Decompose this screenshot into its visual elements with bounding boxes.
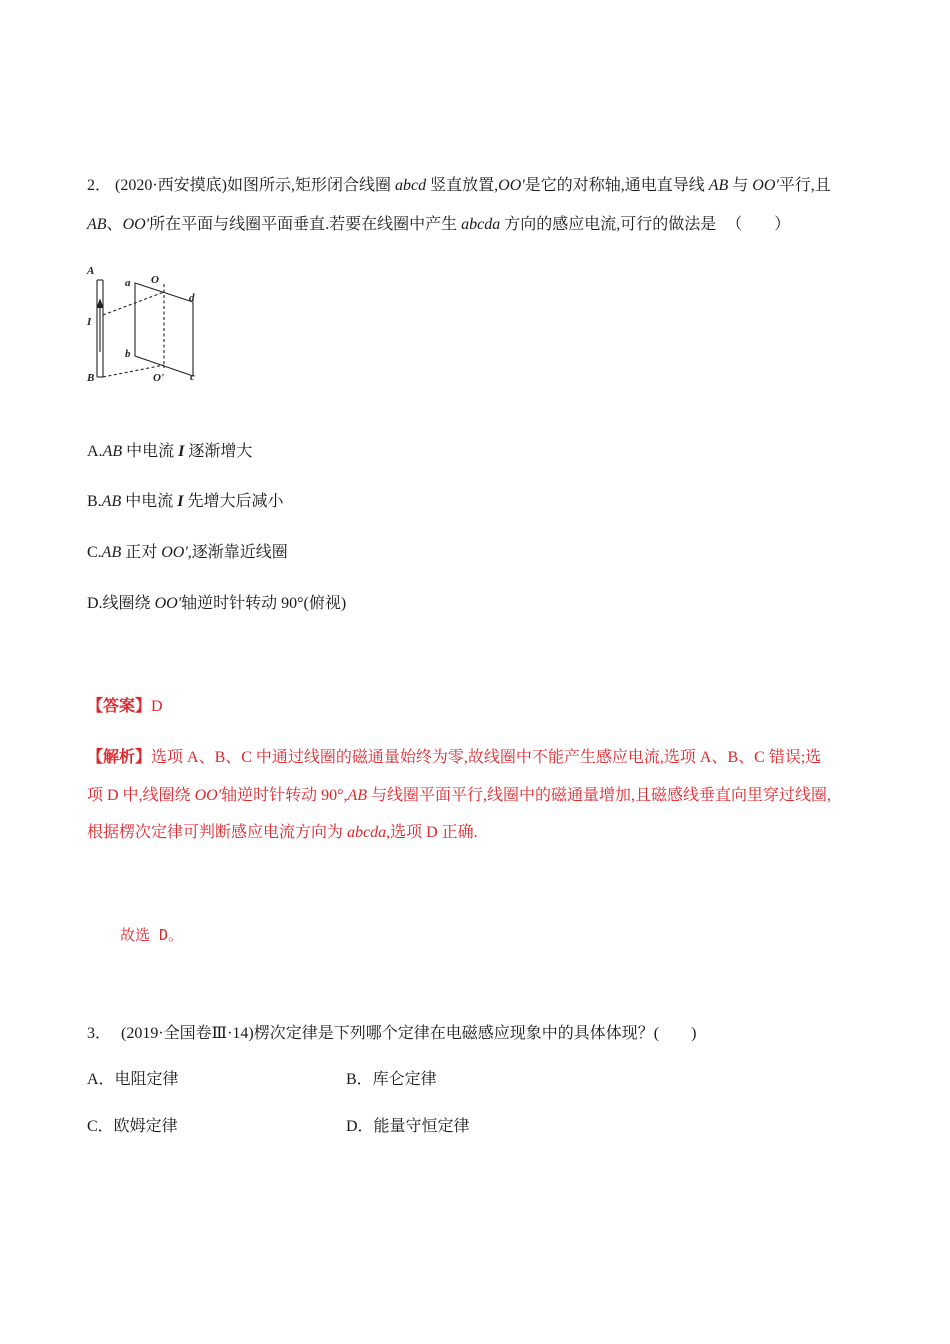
label-a: a: [125, 277, 131, 289]
answer-tag: 【答案】: [87, 698, 152, 715]
q3-option-a[interactable]: A．电阻定律: [87, 1071, 179, 1088]
q3-option-d[interactable]: D．能量守恒定律: [346, 1118, 470, 1135]
q2-analysis-line1: 【解析】选项 A、B、C 中通过线圈的磁通量始终为零,故线圈中不能产生感应电流,选项 A、B、C 错误;选: [87, 749, 822, 766]
q2-option-a[interactable]: A.AB 中电流 I 逐渐增大: [87, 443, 253, 460]
label-A: A: [87, 265, 95, 277]
label-c: c: [190, 371, 195, 383]
label-d: d: [189, 292, 195, 304]
q2-stem-line1: 2． (2020·西安摸底)如图所示,矩形闭合线圈 abcd 竖直放置,OO'是它的对称轴,通电直导线 AB 与 OO'平行,且: [87, 177, 831, 194]
q2-analysis-line2: 项 D 中,线圈绕 OO'轴逆时针转动 90°,AB 与线圈平面平行,线圈中的磁通量增加,且磁感线垂直向里穿过线圈,: [87, 787, 832, 804]
q3-option-c[interactable]: C．欧姆定律: [87, 1118, 178, 1135]
label-O: O: [151, 274, 159, 286]
label-b: b: [125, 348, 131, 360]
q2-answer-blank[interactable]: （ ）: [726, 216, 791, 233]
q3-number: 3．: [87, 1025, 112, 1042]
dashed-top: [103, 292, 164, 315]
analysis-tag: 【解析】: [87, 749, 152, 766]
q3-option-b[interactable]: B．库仑定律: [346, 1071, 437, 1088]
q2-conclusion: 故选 D。: [120, 926, 184, 944]
q2-option-d[interactable]: D.线圈绕 OO'轴逆时针转动 90°(俯视): [87, 595, 347, 612]
label-O-prime: O': [153, 372, 164, 384]
q2-source: (2020·西安摸底): [115, 177, 228, 194]
q2-figure: [84, 262, 224, 392]
q2-stem-line2: AB、OO'所在平面与线圈平面垂直.若要在线圈中产生 abcda 方向的感应电流,可行的做法是 （ ）: [87, 216, 791, 233]
q2-answer: [87, 697, 163, 717]
q2-analysis-line3: 根据楞次定律可判断感应电流方向为 abcda,选项 D 正确.: [87, 824, 478, 841]
label-B: B: [87, 372, 95, 384]
q2-number: 2．: [87, 177, 112, 194]
label-I: I: [87, 316, 92, 328]
q2-option-b[interactable]: B.AB 中电流 I 先增大后减小: [87, 493, 284, 510]
answer-value: D: [151, 698, 163, 715]
q2-option-c[interactable]: C.AB 正对 OO',逐渐靠近线圈: [87, 544, 288, 561]
q3-stem: 3． (2019·全国卷Ⅲ·14)楞次定律是下列哪个定律在电磁感应现象中的具体体现？( ): [87, 1025, 697, 1042]
